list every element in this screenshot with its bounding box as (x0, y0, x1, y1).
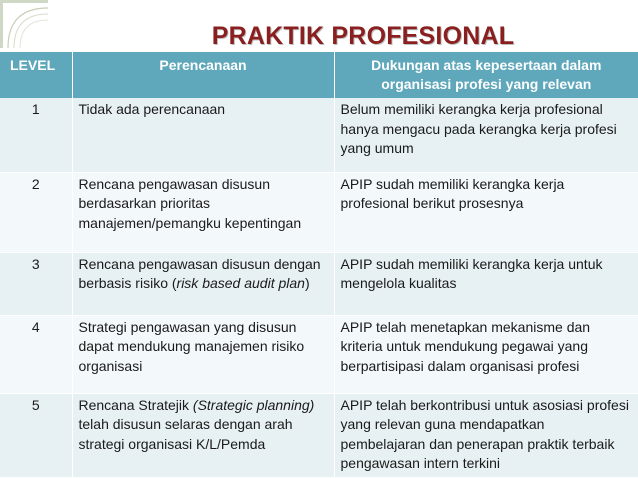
cell-dukungan: APIP telah berkontribusi untuk asosiasi profesi yang relevan guna mendapatkan pembelajaran dan penerapan praktik terbaik pengawasan intern terkini (334, 393, 638, 477)
cell-text: Rencana Stratejik (78, 396, 193, 413)
header-perencanaan: Perencanaan (72, 52, 334, 98)
cell-perencanaan: Rencana pengawasan disusun berdasarkan prioritas manajemen/pemangku kepentingan (72, 172, 334, 252)
table-header-row (0, 52, 638, 98)
cell-perencanaan (72, 393, 334, 477)
cell-text-italic: (Strategic planning) (192, 396, 315, 413)
cell-text-italic: risk based audit plan (176, 275, 305, 291)
cell-text: telah disusun selaras dengan arah strategi organisasi K/L/Pemda (78, 416, 293, 452)
cell-perencanaan (72, 252, 334, 315)
table-row (0, 315, 638, 393)
cell-text: ) (304, 275, 310, 291)
cell-dukungan: Belum memiliki kerangka kerja profesional hanya mengacu pada kerangka kerja profesi yang umum (334, 98, 638, 172)
table-row (0, 252, 638, 315)
header-dukungan: Dukungan atas kepesertaan dalam organisasi profesi yang relevan (334, 52, 638, 98)
cell-dukungan: APIP sudah memiliki kerangka kerja profesional berikut prosesnya (334, 172, 638, 252)
header-level: LEVEL (0, 52, 72, 98)
cell-level: 3 (0, 252, 72, 315)
table-row (0, 172, 638, 252)
cell-dukungan: APIP telah menetapkan mekanisme dan kriteria untuk mendukung pegawai yang berpartisipasi dalam organisasi profesi (334, 315, 638, 393)
cell-level: 5 (0, 393, 72, 477)
cell-text: Rencana pengawasan disusun dengan berbasis risiko ( (78, 255, 321, 291)
cell-perencanaan: Tidak ada perencanaan (72, 98, 334, 172)
practice-table (0, 52, 638, 478)
page-title: PRAKTIK PROFESIONAL (211, 22, 515, 50)
cell-dukungan: APIP sudah memiliki kerangka kerja untuk mengelola kualitas (334, 252, 638, 315)
cell-perencanaan: Strategi pengawasan yang disusun dapat mendukung manajemen risiko organisasi (72, 315, 334, 393)
cell-level: 2 (0, 172, 72, 252)
table-row (0, 393, 638, 477)
cell-level: 4 (0, 315, 72, 393)
table-row (0, 98, 638, 172)
cell-level: 1 (0, 98, 72, 172)
